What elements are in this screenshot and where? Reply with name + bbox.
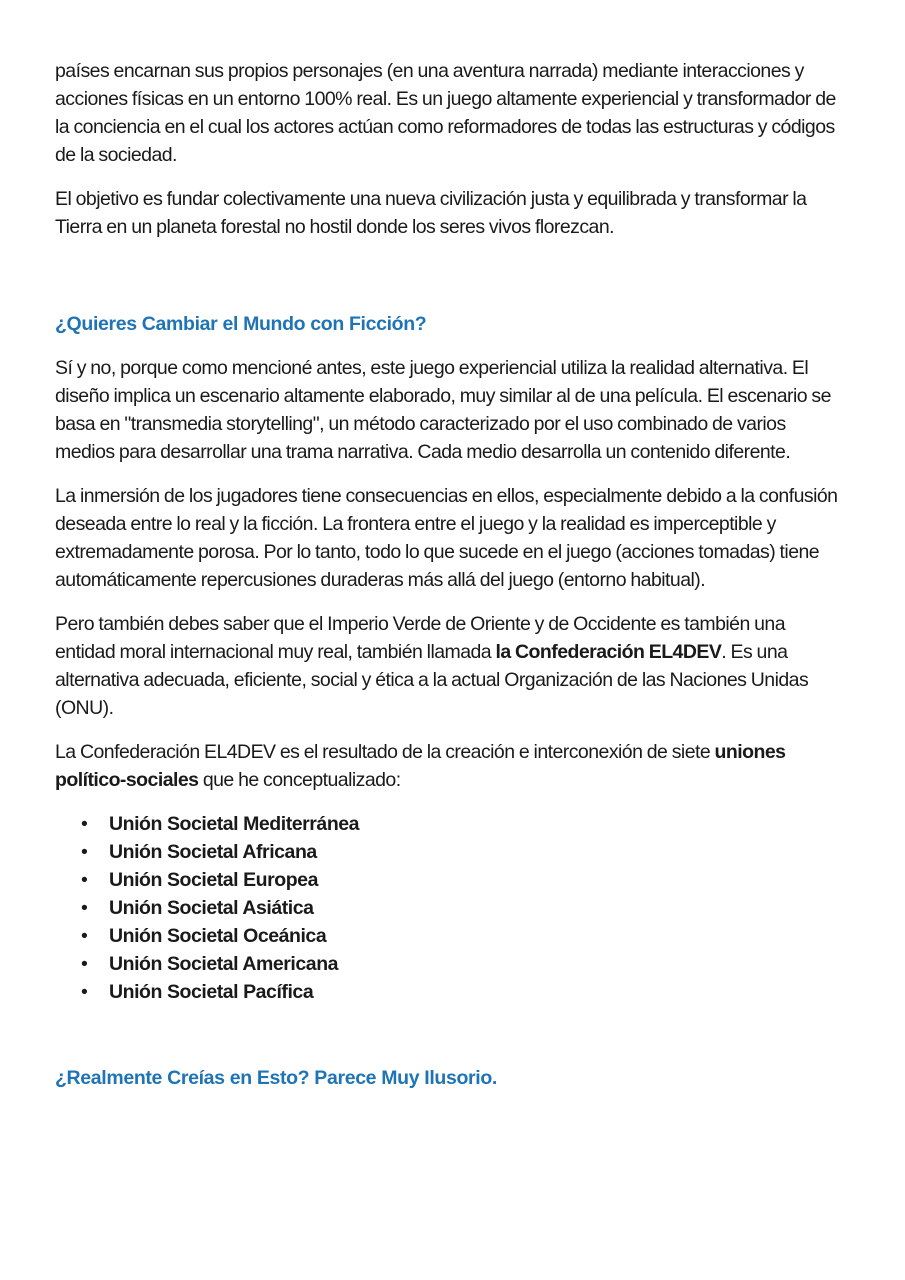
list-item: • Unión Societal Americana	[55, 950, 845, 978]
section-heading-change-world: ¿Quieres Cambiar el Mundo con Ficción?	[55, 313, 427, 335]
unions-intro-text-a: La Confederación EL4DEV es el resultado de la creación e interconexión de siete	[55, 741, 715, 763]
unions-list	[55, 810, 845, 1006]
paragraph-unions-intro	[55, 738, 845, 794]
unions-intro-text-b: que he conceptualizado:	[198, 769, 401, 791]
paragraph-intro-continued: países encarnan sus propios personajes (en una aventura narrada) mediante interacciones y acciones físicas en un entorno 100% real. Es un juego altamente experiencial y transformador de la conciencia en el cual los actores actúan como reformadores de todas las estructuras y códigos de la sociedad.	[55, 60, 836, 166]
paragraph-confederation	[55, 610, 845, 722]
paragraph-alternate-reality: Sí y no, porque como mencioné antes, este juego experiencial utiliza la realidad alternativa. El diseño implica un escenario altamente elaborado, muy similar al de una película. El escenario se basa en "transmedia storytelling", un método caracterizado por el uso combinado de varios medios para desarrollar una trama narrativa. Cada medio desarrolla un contenido diferente.	[55, 357, 831, 463]
confederation-name: la Confederación EL4DEV	[495, 641, 722, 663]
list-item: • Unión Societal Oceánica	[55, 922, 845, 950]
confederation-text-b: . Es una alternativa adecuada, eficiente, social y ética a la actual Organización de las Naciones Unidas (ONU).	[55, 641, 809, 719]
section-heading-illusory: ¿Realmente Creías en Esto? Parece Muy Ilusorio.	[55, 1067, 497, 1089]
list-item: • Unión Societal Mediterránea	[55, 810, 845, 838]
confederation-text-a: Pero también debes saber que el Imperio Verde de Oriente y de Occidente es también una entidad moral internacional muy real, también llamada	[55, 613, 786, 663]
unions-intro-bold: uniones político-sociales	[55, 741, 786, 791]
list-item: • Unión Societal Asiática	[55, 894, 845, 922]
list-item: • Unión Societal Pacífica	[55, 978, 845, 1006]
list-item: • Unión Societal Europea	[55, 866, 845, 894]
list-item: • Unión Societal Africana	[55, 838, 845, 866]
paragraph-immersion: La inmersión de los jugadores tiene consecuencias en ellos, especialmente debido a la confusión deseada entre lo real y la ficción. La frontera entre el juego y la realidad es imperceptible y extremadamente porosa. Por lo tanto, todo lo que sucede en el juego (acciones tomadas) tiene automáticamente repercusiones duraderas más allá del juego (entorno habitual).	[55, 485, 838, 591]
paragraph-objective: El objetivo es fundar colectivamente una nueva civilización justa y equilibrada y transformar la Tierra en un planeta forestal no hostil donde los seres vivos florezcan.	[55, 188, 807, 238]
